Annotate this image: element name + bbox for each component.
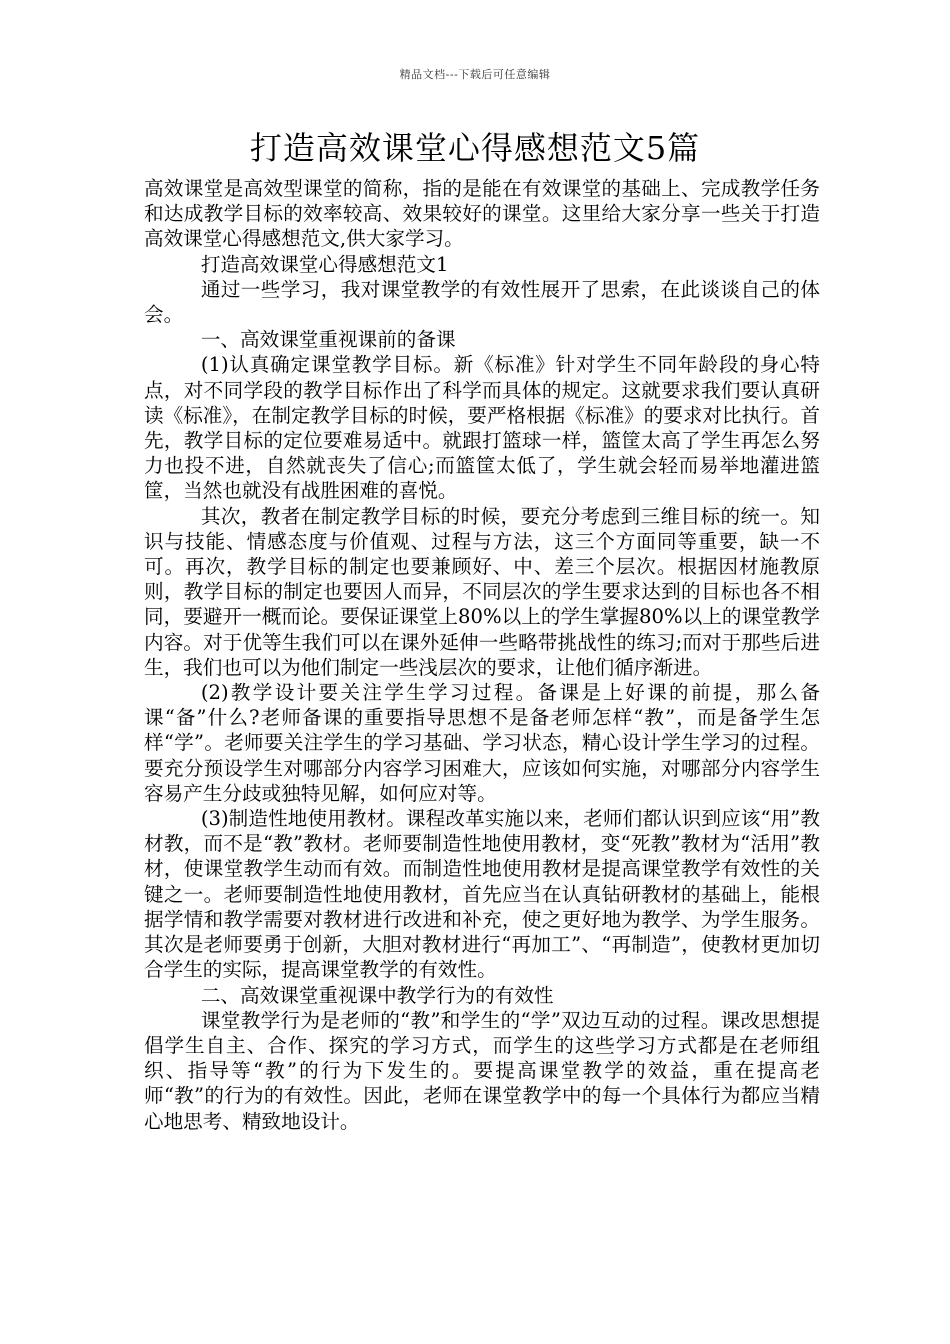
paragraph: 高效课堂是高效型课堂的简称，指的是能在有效课堂的基础上、完成教学任务和达成教学目标的效率较高、效果较好的课堂。这里给大家分享一些关于打造高效课堂心得感想范文,供大家学习。: [144, 177, 820, 251]
section-heading: 二、高效课堂重视课中教学行为的有效性: [200, 983, 554, 1007]
document-title: 打造高效课堂心得感想范文5篇: [249, 129, 701, 167]
header-note: 精品文档---下载后可任意编辑: [399, 68, 551, 81]
paragraph: 其次，教者在制定教学目标的时候，要充分考虑到三维目标的统一。知识与技能、情感态度与价值观、过程与方法，这三个方面同等重要，缺一不可。再次，教学目标的制定也要兼顾好、中、差三个层次。根据因材施教原则，教学目标的制定也要因人而异，不同层次的学生要求达到的目标也各不相同，要避开一概而论。要保证课堂上80%以上的学生掌握80%以上的课堂教学内容。对于优等生我们可以在课外延伸一些略带挑战性的练习;而对于那些后进生，我们也可以为他们制定一些浅层次的要求，让他们循序渐进。: [144, 504, 820, 679]
document-body: [144, 176, 820, 1134]
paragraph: (2)教学设计要关注学生学习过程。备课是上好课的前提，那么备课“备”什么?老师备课的重要指导思想不是备老师怎样“教”，而是备学生怎样“学”。老师要关注学生的学习基础、学习状态，精心设计学生学习的过程。要充分预设学生对哪部分内容学习困难大，应该如何实施，对哪部分内容学生容易产生分歧或独特见解，如何应对等。: [144, 681, 820, 805]
paragraph: 通过一些学习，我对课堂教学的有效性展开了思索，在此谈谈自己的体会。: [144, 277, 820, 327]
paragraph: (1)认真确定课堂教学目标。新《标准》针对学生不同年龄段的身心特点，对不同学段的教学目标作出了科学而具体的规定。这就要求我们要认真研读《标准》，在制定教学目标的时候，要严格根据《标准》的要求对比执行。首先，教学目标的定位要难易适中。就跟打篮球一样，篮筐太高了学生再怎么努力也投不进，自然就丧失了信心;而篮筐太低了，学生就会轻而易举地灌进篮筐，当然也就没有战胜困难的喜悦。: [144, 353, 820, 503]
section-heading: 一、高效课堂重视课前的备课: [200, 328, 456, 352]
section-heading: 打造高效课堂心得感想范文1: [200, 252, 449, 276]
paragraph: 课堂教学行为是老师的“教”和学生的“学”双边互动的过程。课改思想提倡学生自主、合作、探究的学习方式，而学生的这些学习方式都是在老师组织、指导等“教”的行为下发生的。要提高课堂教学的效益，重在提高老师“教”的行为的有效性。因此，老师在课堂教学中的每一个具体行为都应当精心地思考、精致地设计。: [144, 1008, 820, 1133]
paragraph: (3)制造性地使用教材。课程改革实施以来，老师们都认识到应该“用”教材教，而不是“教”教材。老师要制造性地使用教材，变“死教”教材为“活用”教材，使课堂教学生动而有效。而制造性地使用教材是提高课堂教学有效性的关键之一。老师要制造性地使用教材，首先应当在认真钻研教材的基础上，能根据学情和教学需要对教材进行改进和补充，使之更好地为教学、为学生服务。其次是老师要勇于创新，大胆对教材进行“再加工”、“再制造”，使教材更加切合学生的实际，提高课堂教学的有效性。: [144, 807, 820, 982]
